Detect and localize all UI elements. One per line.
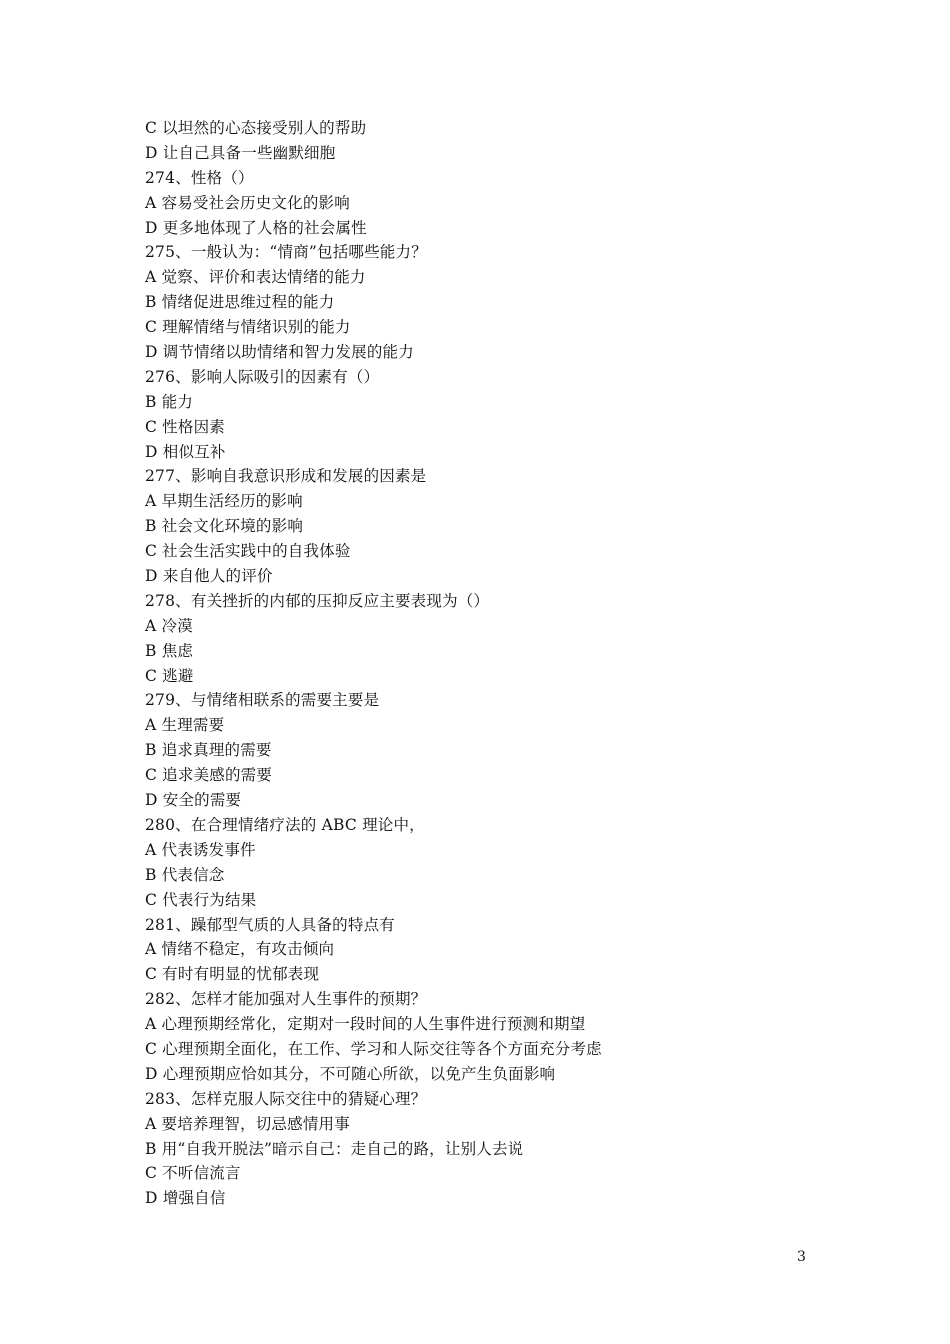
option-line: A 代表诱发事件 (145, 840, 256, 859)
option-line: A 早期生活经历的影响 (145, 492, 303, 511)
option-line: C 不听信流言 (145, 1164, 241, 1183)
question-280: 280、在合理情绪疗法的 ABC 理论中， (145, 815, 425, 834)
option-line: D 增强自信 (145, 1189, 226, 1208)
question-277: 277、影响自我意识形成和发展的因素是 (145, 467, 427, 486)
question-276: 276、影响人际吸引的因素有（） (145, 367, 380, 386)
text-line: D 让自己具备一些幽默细胞 (145, 143, 336, 162)
option-line: D 相似互补 (145, 442, 226, 461)
option-line: A 情绪不稳定，有攻击倾向 (145, 940, 335, 959)
option-line: B 用“自我开脱法”暗示自己：走自己的路，让别人去说 (145, 1139, 524, 1158)
page-number: 3 (797, 1249, 806, 1265)
question-281: 281、躁郁型气质的人具备的特点有 (145, 915, 395, 934)
option-line: C 理解情绪与情绪识别的能力 (145, 318, 351, 337)
option-line: C 有时有明显的忧郁表现 (145, 965, 320, 984)
option-line: C 性格因素 (145, 417, 225, 436)
question-278: 278、有关挫折的内郁的压抑反应主要表现为（） (145, 591, 490, 610)
question-text-block (145, 116, 845, 1211)
question-282: 282、怎样才能加强对人生事件的预期？ (145, 990, 427, 1009)
option-line: B 焦虑 (145, 641, 194, 660)
option-line: C 社会生活实践中的自我体验 (145, 542, 351, 561)
option-line: D 来自他人的评价 (145, 567, 273, 586)
option-line: B 代表信念 (145, 865, 225, 884)
option-line: C 逃避 (145, 666, 194, 685)
option-line: A 生理需要 (145, 716, 225, 735)
text-line: C 以坦然的心态接受别人的帮助 (145, 119, 367, 137)
option-line: D 心理预期应恰如其分，不可随心所欲，以免产生负面影响 (145, 1064, 556, 1083)
option-line: C 追求美感的需要 (145, 766, 273, 785)
option-line: B 追求真理的需要 (145, 741, 272, 760)
option-line: A 心理预期经常化，定期对一段时间的人生事件进行预测和期望 (145, 1015, 586, 1034)
option-line: B 社会文化环境的影响 (145, 517, 304, 536)
question-275: 275、一般认为：“情商”包括哪些能力？ (145, 243, 427, 262)
question-283: 283、怎样克服人际交往中的猜疑心理？ (145, 1089, 427, 1108)
option-line: D 更多地体现了人格的社会属性 (145, 218, 367, 237)
option-line: C 心理预期全面化，在工作、学习和人际交往等各个方面充分考虑 (145, 1039, 602, 1058)
option-line: B 情绪促进思维过程的能力 (145, 293, 335, 312)
question-274: 274、性格（） (145, 168, 254, 187)
question-279: 279、与情绪相联系的需要主要是 (145, 691, 380, 710)
option-line: A 容易受社会历史文化的影响 (145, 193, 350, 212)
option-line: A 觉察、评价和表达情绪的能力 (145, 268, 366, 287)
option-line: A 冷漠 (145, 616, 193, 635)
option-line: A 要培养理智，切忌感情用事 (145, 1114, 350, 1133)
option-line: D 调节情绪以助情绪和智力发展的能力 (145, 343, 414, 362)
option-line: C 代表行为结果 (145, 890, 257, 909)
option-line: D 安全的需要 (145, 791, 242, 810)
option-line: B 能力 (145, 392, 194, 411)
